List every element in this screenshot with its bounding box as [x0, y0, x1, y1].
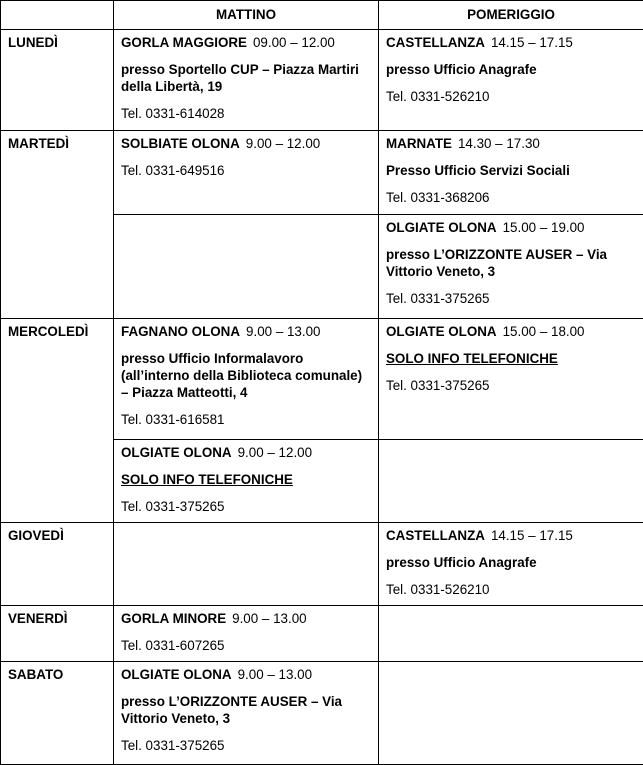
entry-time: 15.00 – 18.00 [502, 324, 585, 339]
entry-title [121, 444, 371, 461]
entry-title [386, 135, 636, 152]
entry-address: presso Ufficio Informalavoro (all’interno della Biblioteca comunale) – Piazza Matteotti, 4 [121, 351, 363, 400]
entry-address: presso L’ORIZZONTE AUSER – Via Vittorio Veneto, 3 [121, 694, 342, 726]
entry-time: 9.00 – 13.00 [246, 324, 321, 339]
morning-cell [114, 662, 379, 765]
day-label: SABATO [1, 662, 114, 765]
entry-title [386, 34, 636, 51]
afternoon-cell [379, 319, 643, 440]
entry-title [121, 135, 371, 152]
morning-cell [114, 319, 379, 440]
row-martedi [1, 131, 643, 215]
entry-place: CASTELLANZA [386, 35, 485, 50]
entry-tel: Tel. 0331-368206 [386, 190, 490, 205]
row-sabato [1, 662, 643, 765]
entry-place: OLGIATE OLONA [121, 667, 232, 682]
entry-address: Presso Ufficio Servizi Sociali [386, 163, 570, 178]
entry-address: presso Ufficio Anagrafe [386, 62, 537, 77]
entry-time: 9.00 – 13.00 [232, 611, 307, 626]
row-venerdi [1, 606, 643, 662]
header-row [1, 1, 643, 30]
entry-tel: Tel. 0331-526210 [386, 582, 490, 597]
day-label: VENERDÌ [1, 606, 114, 662]
entry-time: 14.30 – 17.30 [457, 136, 540, 151]
day-label: LUNEDÌ [1, 30, 114, 131]
entry-time: 9.00 – 12.00 [245, 136, 321, 151]
entry-address: presso Sportello CUP – Piazza Martiri della Libertà, 19 [121, 62, 359, 94]
entry-time: 15.00 – 19.00 [502, 220, 585, 235]
row-lunedi [1, 30, 643, 131]
afternoon-cell [379, 215, 643, 319]
day-label: GIOVEDÌ [1, 523, 114, 606]
entry-place: MARNATE [386, 136, 452, 151]
entry-time: 9.00 – 12.00 [237, 445, 313, 460]
entry-title [121, 34, 371, 51]
entry-place: OLGIATE OLONA [386, 220, 497, 235]
header-afternoon: POMERIGGIO [379, 1, 643, 30]
entry-note: SOLO INFO TELEFONICHE [386, 351, 558, 366]
morning-cell [114, 440, 379, 523]
morning-cell [114, 30, 379, 131]
entry-place: CASTELLANZA [386, 528, 485, 543]
entry-title [386, 323, 636, 340]
entry-time: 09.00 – 12.00 [252, 35, 335, 50]
row-mercoledi [1, 319, 643, 440]
entry-tel: Tel. 0331-607265 [121, 638, 225, 653]
entry-place: SOLBIATE OLONA [121, 136, 240, 151]
morning-cell-empty [114, 215, 379, 319]
entry-address: presso Ufficio Anagrafe [386, 555, 537, 570]
entry-address: presso L’ORIZZONTE AUSER – Via Vittorio Veneto, 3 [386, 247, 607, 279]
entry-tel: Tel. 0331-375265 [121, 499, 225, 514]
entry-place: GORLA MINORE [121, 611, 227, 626]
entry-tel: Tel. 0331-649516 [121, 163, 225, 178]
header-day [1, 1, 114, 30]
afternoon-cell-empty [379, 606, 643, 662]
entry-title [121, 610, 371, 627]
header-morning: MATTINO [114, 1, 379, 30]
entry-tel: Tel. 0331-616581 [121, 412, 225, 427]
entry-title [386, 219, 636, 236]
entry-place: OLGIATE OLONA [386, 324, 497, 339]
afternoon-cell [379, 30, 643, 131]
entry-title [121, 323, 371, 340]
entry-tel: Tel. 0331-375265 [386, 378, 490, 393]
entry-place: GORLA MAGGIORE [121, 35, 247, 50]
row-giovedi [1, 523, 643, 606]
entry-tel: Tel. 0331-375265 [386, 291, 490, 306]
day-label: MARTEDÌ [1, 131, 114, 319]
morning-cell [114, 606, 379, 662]
entry-time: 14.15 – 17.15 [490, 528, 573, 543]
entry-tel: Tel. 0331-526210 [386, 89, 490, 104]
day-label: MERCOLEDÌ [1, 319, 114, 523]
entry-title [121, 666, 371, 683]
entry-tel: Tel. 0331-375265 [121, 738, 225, 753]
afternoon-cell [379, 131, 643, 215]
afternoon-cell-empty [379, 440, 643, 523]
entry-place: FAGNANO OLONA [121, 324, 241, 339]
entry-place: OLGIATE OLONA [121, 445, 232, 460]
entry-time: 9.00 – 13.00 [237, 667, 313, 682]
morning-cell [114, 131, 379, 215]
entry-note: SOLO INFO TELEFONICHE [121, 472, 293, 487]
entry-title [386, 527, 636, 544]
entry-time: 14.15 – 17.15 [490, 35, 573, 50]
afternoon-cell [379, 523, 643, 606]
afternoon-cell-empty [379, 662, 643, 765]
entry-tel: Tel. 0331-614028 [121, 106, 225, 121]
morning-cell-empty [114, 523, 379, 606]
